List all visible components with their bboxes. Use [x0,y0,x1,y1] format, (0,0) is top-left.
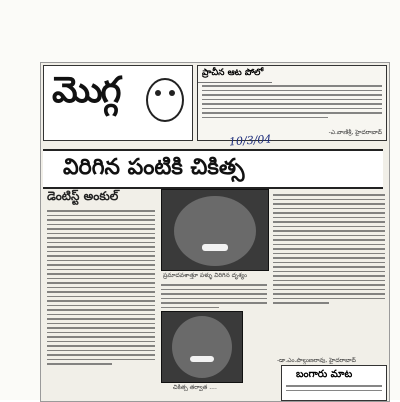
newspaper-clipping [40,62,390,402]
teeth-detail-1 [202,244,228,251]
top-article-byline: -ఎ.వాణిశ్రీ, హైదరాబాద్ [328,129,382,136]
main-headline: విరిగిన పంటికి చికిత్స [63,155,245,180]
left-column-text [47,207,155,368]
bangaru-maata-text [286,382,382,394]
top-article-box [197,65,387,141]
top-article-heading: ప్రాచీన ఆట పోలో [198,66,272,83]
face-photo-1 [174,196,256,266]
middle-column-text [161,281,267,311]
headline-bar [43,149,383,189]
right-column-text [273,191,385,307]
masthead [43,65,193,141]
masthead-title: మొగ్గ [52,70,120,111]
bangaru-maata-box [281,365,387,401]
main-article-byline: -డా.ఎం.పాల్గుణరావు, హైదరాబాద్ [277,357,356,364]
photo-broken-teeth [161,189,269,271]
top-article-body [202,82,382,121]
handwritten-date: 10/3/04 [228,132,272,149]
bangaru-maata-heading: బంగారు మాట [296,369,353,380]
article-subhead: డెంటిస్ట్ అంకుల్ [47,189,119,203]
photo1-caption: ప్రమాదవశాత్తూ పళ్ళు విరిగిన దృశ్యం [163,272,248,279]
photo2-caption: చికిత్స తర్వాత .... [173,384,217,391]
photo-after-treatment [161,311,243,383]
face-photo-2 [172,316,232,378]
teeth-detail-2 [190,356,214,362]
mascot-icon [146,78,184,122]
